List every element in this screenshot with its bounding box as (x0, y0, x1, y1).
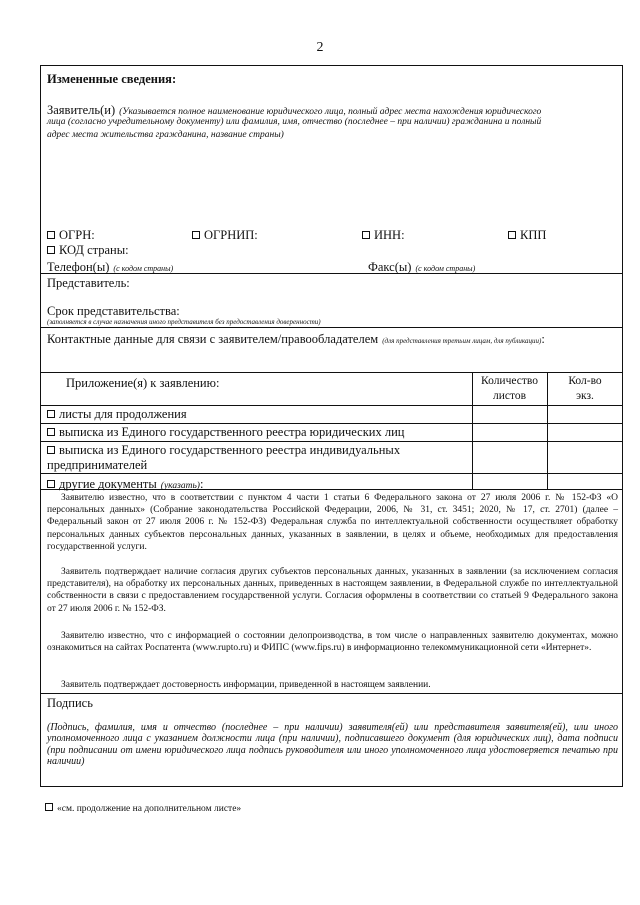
attachment-label: выписка из Единого государственного реестра юридических лиц (59, 425, 405, 439)
column-divider (472, 372, 473, 489)
attachment-label: выписка из Единого государственного реестра индивидуальных (59, 443, 401, 457)
sheets-header-line1: Количество (481, 375, 538, 387)
attachments-header: Приложение(я) к заявлению: (66, 376, 220, 390)
signature-label: Подпись (47, 696, 93, 710)
applicant-instruction-3: адрес места жительства гражданина, название страны) (47, 130, 284, 140)
applicant-label: Заявитель(и) (47, 103, 116, 117)
kpp-field[interactable] (508, 228, 546, 243)
attachment-checkbox[interactable] (47, 410, 55, 418)
ogrn-field[interactable] (47, 228, 95, 243)
attachment-checkbox[interactable] (47, 480, 55, 488)
fax-note: (с кодом страны) (415, 264, 476, 273)
attachment-checkbox[interactable] (47, 428, 55, 436)
notice-status-info: Заявителю известно, что с информацией о состоянии делопроизводства, в том числе о направленных заявителю документах, можно ознакомиться на сайтах Роспатента (www.rupto.ru) и ФИПС (www.fips.ru) в информационно телекоммуникационной сети «Интернет». (47, 631, 618, 654)
column-divider (547, 372, 548, 489)
country-code-checkbox[interactable] (47, 246, 55, 254)
attachment-label: листы для продолжения (59, 407, 187, 421)
contacts-note: (для представления третьим лицам, для публикации) (382, 337, 542, 345)
contacts-field[interactable] (47, 330, 545, 348)
attachment-row-other[interactable] (47, 475, 203, 493)
attachment-row-egrip-cont: предпринимателей (47, 458, 148, 472)
attachment-row-egrul[interactable] (47, 425, 404, 440)
term-label: Срок представительства: (47, 304, 180, 318)
inn-checkbox[interactable] (362, 231, 370, 239)
ogrnip-label: ОГРНИП: (204, 228, 258, 242)
attachment-label: другие документы (59, 477, 157, 491)
copies-header-line1: Кол-во (568, 375, 602, 387)
inn-field[interactable] (362, 228, 405, 243)
inn-label: ИНН: (374, 228, 405, 242)
term-note: (заполняется в случае назначения иного представителя без предоставления доверенности) (47, 318, 321, 326)
divider (40, 327, 623, 328)
kpp-label: КПП (520, 228, 547, 242)
applicant-instruction-2: лица (согласно учредительному документу) или фамилия, имя, отчество (последнее – при наличии) гражданина и полный (47, 117, 542, 127)
ogrn-label: ОГРН: (59, 228, 95, 242)
applicant-instruction-1: (Указывается полное наименование юридического лица, полный адрес места нахождения юридического (119, 107, 542, 117)
copies-column-header (547, 374, 623, 404)
divider (40, 693, 623, 694)
attachment-row-continuation[interactable] (47, 407, 187, 422)
country-code-field[interactable] (47, 243, 129, 258)
notice-personal-data: Заявителю известно, что в соответствии с пунктом 4 части 1 статьи 6 Федерального закона от 27 июля 2006 г. № 152-ФЗ «О персональных данных» (Собрание законодательства Российской Федерации, 2006, № 31, ст. 3451; 2020, № 17, ст. 2701) (далее – Федеральный закон от 27 июля 2006 г. № 152-ФЗ) Федеральная служба по интеллектуальной собственности осуществляет обработку персональных данных субъектов персональных данных, указанных в заявлении, в целях и объеме, необходимых для предоставления государственной услуги. (47, 493, 618, 552)
representative-label: Представитель: (47, 276, 130, 290)
divider (40, 489, 623, 490)
attachment-checkbox[interactable] (47, 446, 55, 454)
attachment-row-egrip[interactable] (47, 443, 400, 458)
continuation-checkbox[interactable] (45, 803, 53, 811)
table-row-divider (40, 473, 623, 474)
phone-label: Телефон(ы) (47, 260, 110, 274)
notice-consent: Заявитель подтверждает наличие согласия других субъектов персональных данных, указанных в заявлении (за исключением согласия представителя), на обработку их персональных данных, приведенных в настоящем заявлении, в Федеральной службе по интеллектуальной собственности в связи с предоставлением государственной услуги. Согласия оформлены в соответствии со статьей 9 Федерального закона от 27 июля 2006 г. № 152-ФЗ. (47, 567, 618, 614)
sheets-header-line2: листов (492, 390, 527, 402)
country-code-label: КОД страны: (59, 243, 129, 257)
divider (40, 273, 623, 274)
continuation-field[interactable] (45, 803, 241, 814)
attachment-colon: : (199, 477, 204, 491)
fax-label: Факс(ы) (368, 260, 412, 274)
continuation-label: «см. продолжение на дополнительном листе» (57, 804, 242, 814)
table-row-divider (40, 423, 623, 424)
changed-info-title: Измененные сведения: (47, 72, 177, 86)
signature-instruction: (Подпись, фамилия, имя и отчество (последнее – при наличии) заявителя(ей) или представителя заявителя(ей), или иного уполномоченного лица с указанием должности лица (при наличии), подписавшего документ (для юридических лиц), дата подписи (при подписании от имени юридического лица подпись руководителя или иного уполномоченного лица удостоверяется печатью при наличии) (47, 722, 618, 768)
page-number: 2 (316, 40, 324, 55)
table-row-divider (40, 441, 623, 442)
table-row-divider (40, 405, 623, 406)
contacts-label: Контактные данные для связи с заявителем/правообладателем (47, 332, 379, 346)
phone-note: (с кодом страны) (113, 264, 174, 273)
sheets-column-header (472, 374, 547, 404)
copies-header-line2: экз. (576, 390, 594, 402)
contacts-colon: : (541, 332, 545, 346)
kpp-checkbox[interactable] (508, 231, 516, 239)
ogrnip-checkbox[interactable] (192, 231, 200, 239)
ogrn-checkbox[interactable] (47, 231, 55, 239)
divider (40, 372, 623, 373)
notice-accuracy: Заявитель подтверждает достоверность информации, приведенной в настоящем заявлении. (61, 680, 431, 690)
ogrnip-field[interactable] (192, 228, 258, 243)
attachment-note: (указать) (160, 481, 200, 491)
